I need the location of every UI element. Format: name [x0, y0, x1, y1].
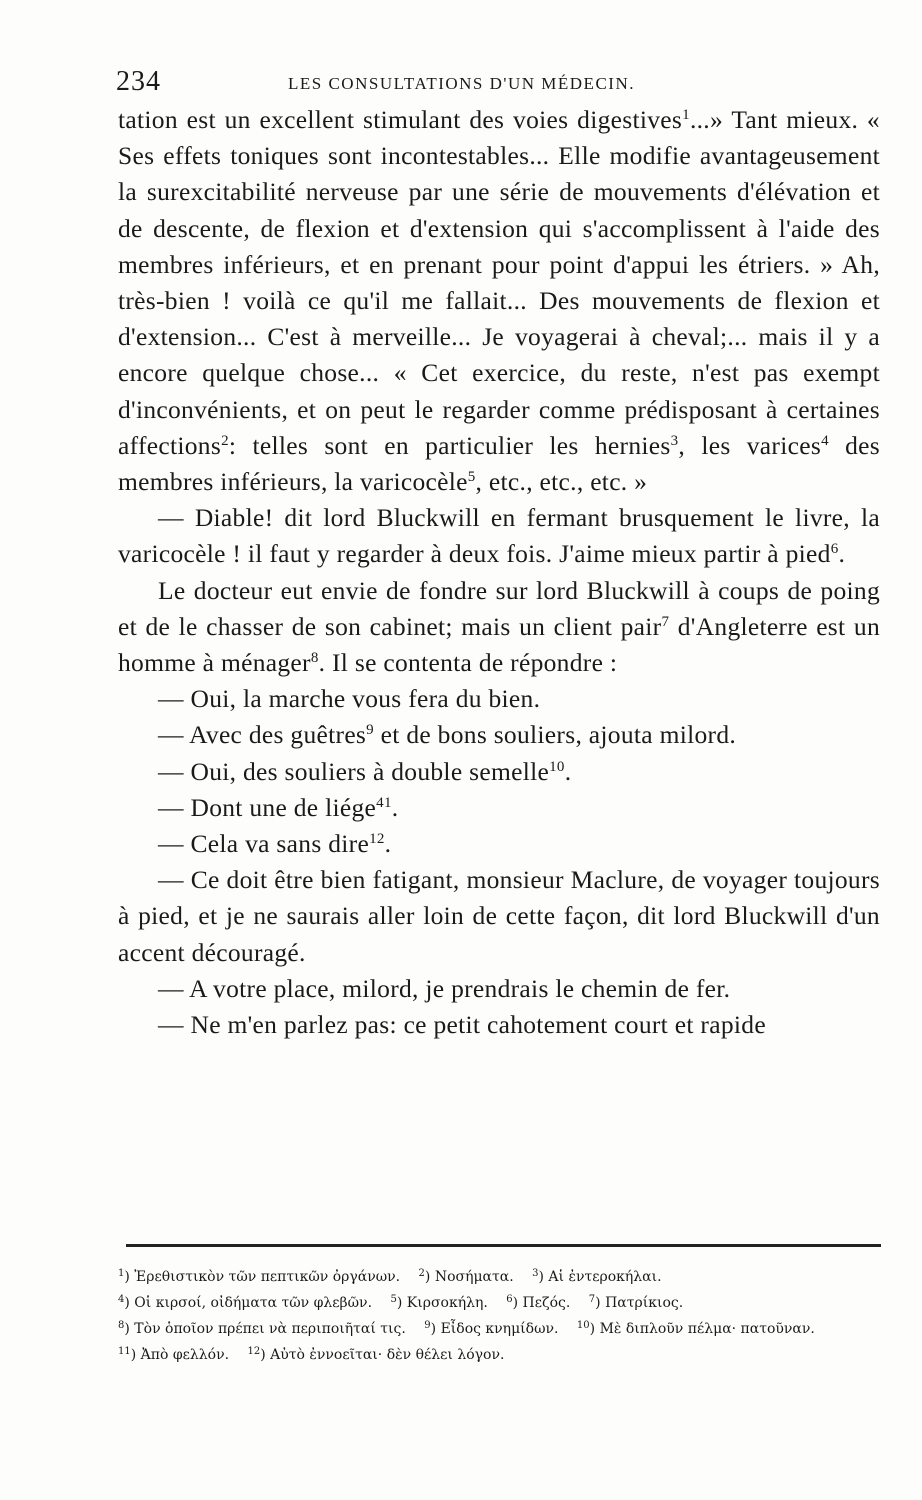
footnote-ref: 6	[830, 541, 839, 558]
footnote-ref: 8	[310, 650, 319, 667]
running-head	[118, 60, 880, 102]
footnote: $^3$) Αἱ ἐντεροκήλαι.	[532, 1268, 662, 1285]
footnote: $^6$) Πεζός.	[506, 1294, 571, 1311]
footnotes	[118, 1264, 880, 1368]
body-text	[118, 102, 880, 1043]
footnote-ref: 9	[366, 722, 374, 739]
footnote-line-2	[118, 1290, 880, 1316]
footnote-ref: 4	[821, 432, 829, 449]
paragraph-11: — Ne m'en parlez pas: ce petit cahotement court et rapide	[158, 1010, 766, 1040]
footnote: $^5$) Κιρσοκήλη.	[390, 1294, 488, 1311]
footnote-line-4	[118, 1342, 880, 1368]
footnote: $^4$) Οἱ κιρσοί, οἰδήματα τῶν φλεβῶν.	[118, 1294, 373, 1311]
footnote: $^1$) Ἐρεθιστικὸν τῶν πεπτικῶν ὀργάνων.	[118, 1268, 401, 1285]
footnote-rule	[126, 1244, 881, 1247]
paragraph-1: tation est un excellent stimulant des voies digestives$^1$...» Tant mieux. « Ses effets toniques sont incontestables... Elle modifie avantageusement la surexcitabilité nerveuse par une série de mouvements d'élévation et de descente, de flexion et d'extension qui s'accomplissent à l'aide des membres inférieurs, et en prenant pour point d'appui les étriers. » Ah, très-bien ! voilà ce qu'il me fallait... Des mouvements de flexion et d'extension... C'est à merveille... Je voyagerai à cheval;... mais il y a encore quelque chose... « Cet exercice, du reste, n'est pas exempt d'inconvénients, et on peut le regarder comme prédisposant à certaines affections$^2$: telles sont en particulier les hernies$^3$, les varices$^4$ des membres inférieurs, la varicocèle$^5$, etc., etc., etc. »	[118, 105, 880, 497]
footnote: $^{10}$) Μὲ διπλοῦν πέλμα· πατοῦναν.	[576, 1320, 815, 1337]
footnote-ref: 2	[221, 432, 229, 449]
page	[118, 60, 880, 1043]
footnote: $^9$) Εἶδος κνημίδων.	[424, 1320, 559, 1337]
footnote: $^{11}$) Ἀπὸ φελλόν.	[118, 1346, 230, 1363]
paragraph-7: — Dont une de liége$^{41}$.	[158, 792, 399, 822]
footnote-line-3	[118, 1316, 880, 1342]
paragraph-10: — A votre place, milord, je prendrais le chemin de fer.	[158, 973, 731, 1003]
footnote-ref: 3	[670, 432, 679, 449]
paragraph-8: — Cela va sans dire$^{12}$.	[158, 829, 392, 859]
footnote-ref: 41	[376, 794, 392, 811]
footnote: $^7$) Πατρίκιος.	[588, 1294, 684, 1311]
footnote: $^8$) Τὸν ὁποῖον πρέπει νὰ περιποιῆταί τις.	[118, 1320, 406, 1337]
paragraph-3: Le docteur eut envie de fondre sur lord Bluckwill à coups de poing et de le chasser de son cabinet; mais un client pair$^7$ d'Angleterre est un homme à ménager$^8$. Il se contenta de répondre :	[118, 575, 880, 678]
paragraph-2: — Diable! dit lord Bluckwill en fermant brusquement le livre, la varicocèle ! il faut y regarder à deux fois. J'aime mieux partir à pied$^6$.	[118, 503, 880, 569]
paragraph-5: — Avec des guêtres$^9$ et de bons souliers, ajouta milord.	[158, 720, 737, 750]
running-title: LES CONSULTATIONS D'UN MÉDECIN.	[288, 74, 635, 93]
footnote-line-1	[118, 1264, 880, 1290]
paragraph-4: — Oui, la marche vous fera du bien.	[158, 684, 541, 714]
footnote-ref: 10	[549, 758, 565, 775]
paragraph-6: — Oui, des souliers à double semelle$^{10}$.	[158, 756, 572, 786]
footnote-ref: 1	[682, 107, 690, 123]
paragraph-9: — Ce doit être bien fatigant, monsieur Maclure, de voyager toujours à pied, et je ne saurais aller loin de cette façon, dit lord Bluckwill d'un accent découragé.	[118, 865, 880, 967]
page-number: 234	[116, 66, 161, 97]
footnote: $^{12}$) Αὐτὸ ἐννοεῖται· δὲν θέλει λόγον.	[247, 1346, 505, 1363]
footnote: $^2$) Νοσήματα.	[418, 1268, 514, 1285]
footnote-ref: 5	[467, 469, 476, 486]
footnote-ref: 12	[369, 831, 385, 848]
footnote-ref: 7	[661, 613, 670, 630]
